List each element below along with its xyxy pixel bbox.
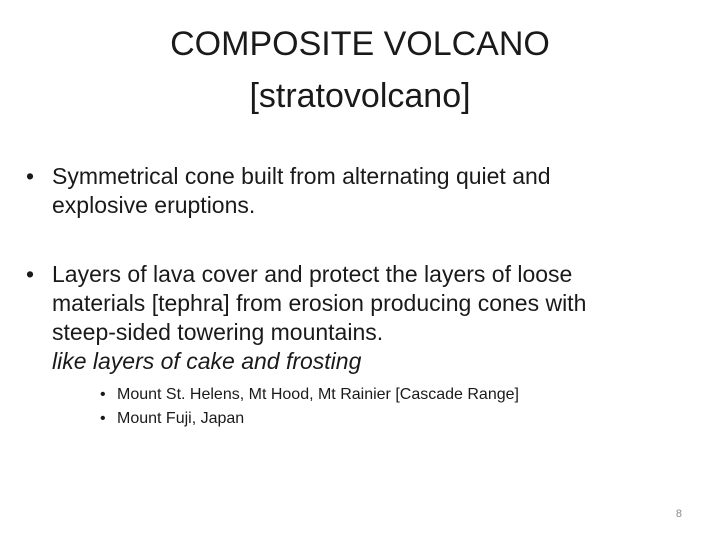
bullet-2-line-2: materials [tephra] from erosion producing cones with (52, 290, 587, 316)
sub-bullet-dot: • (100, 410, 106, 427)
bullet-2 (26, 260, 686, 376)
title-line-2: [stratovolcano] (249, 77, 471, 115)
bullet-2-line-1: Layers of lava cover and protect the layers of loose (52, 261, 573, 287)
sub-bullet-dot: • (100, 386, 106, 403)
bullet-dot: • (26, 261, 35, 287)
bullet-2-italic-line: like layers of cake and frosting (52, 348, 362, 374)
bullet-1-text (52, 162, 686, 220)
sub-bullet-1 (100, 383, 700, 407)
bullet-1-line-1: Symmetrical cone built from alternating quiet and (52, 163, 551, 189)
bullet-1-line-2: explosive eruptions. (52, 192, 256, 218)
bullet-dot: • (26, 163, 35, 189)
bullet-1 (26, 162, 686, 220)
bullet-2-line-3: steep-sided towering mountains. (52, 319, 384, 345)
title-line-1: COMPOSITE VOLCANO (170, 25, 550, 63)
sub-bullet-1-text: Mount St. Helens, Mt Hood, Mt Rainier [Cascade Range] (117, 386, 519, 403)
bullet-2-text (52, 260, 686, 376)
sub-bullet-2-text: Mount Fuji, Japan (117, 410, 245, 427)
sub-bullet-2 (100, 407, 700, 431)
page-number: 8 (675, 508, 682, 520)
